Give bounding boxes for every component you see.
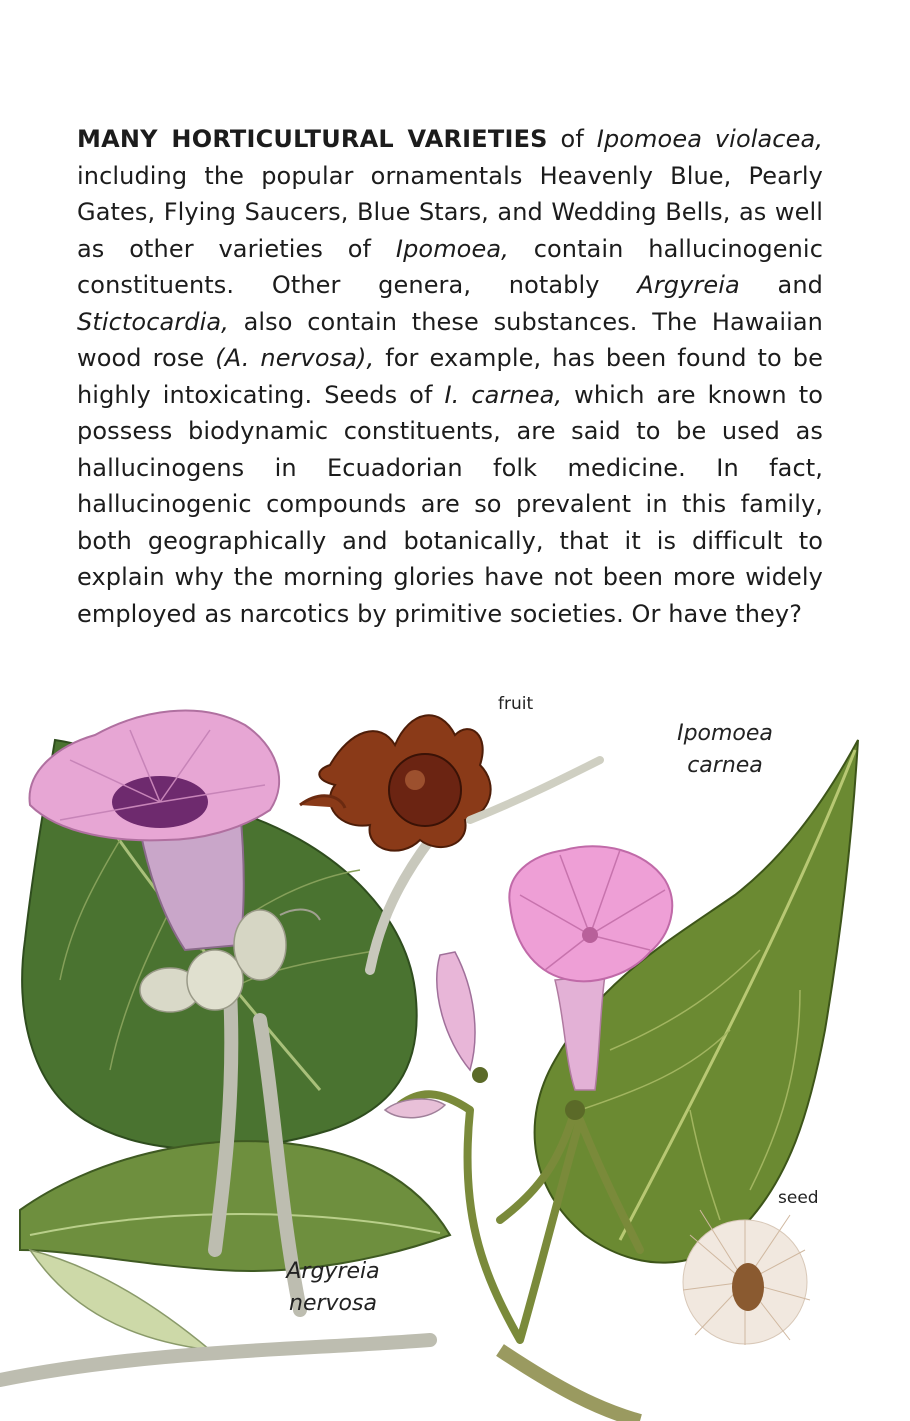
label-fruit: fruit	[498, 694, 534, 714]
text-run: which are known to possess biodynamic constituents, are said to be used as hallucinogens in Ecuadorian folk medicine. In fact, hallucinogenic compounds are so prevalent in this family, both geographically and botanically, that it is difficult to explain why the morning glories have not been more widely employed as narcotics by primitive societies. Or have they?	[77, 380, 823, 628]
label-argyreia-nervosa	[268, 1256, 398, 1320]
botanical-illustration	[0, 690, 910, 1421]
ipomoea-calyx	[565, 1100, 585, 1120]
italic-run: I. carnea,	[444, 380, 563, 409]
fruit-capsule	[300, 715, 491, 850]
label-genus: Argyreia	[286, 1259, 380, 1284]
lead-heading: MANY HORTICULTURAL VARIETIES	[77, 125, 548, 153]
italic-run: Argyreia	[637, 271, 740, 299]
argyreia-leaf-lower	[20, 1141, 450, 1271]
text-run: and	[739, 271, 823, 299]
text-run: also contain these substances. The Hawaiian wood rose	[77, 307, 823, 372]
label-genus: Ipomoea	[677, 721, 773, 746]
italic-run: Ipomoea violacea,	[596, 125, 824, 153]
label-species: carnea	[687, 753, 763, 778]
ipomoea-bud	[437, 952, 475, 1070]
label-seed: seed	[778, 1188, 819, 1208]
label-ipomoea-carnea	[660, 718, 790, 782]
label-species: nervosa	[289, 1291, 377, 1316]
text-run: for example, has been found to be highly intoxicating. Seeds of	[77, 344, 824, 409]
text-run: contain hallucinogenic constituents. Other genera, notably	[77, 234, 823, 299]
italic-run: Ipomoea,	[395, 234, 509, 263]
italic-run: Stictocardia,	[77, 307, 229, 336]
text-run: including the popular ornamentals Heavenly Blue, Pearly Gates, Flying Saucers, Blue Stars, and Wedding Bells, as well as other varieties of	[77, 161, 823, 263]
ipomoea-main-stem	[500, 1350, 640, 1421]
ipomoea-calyx	[472, 1067, 488, 1083]
body-paragraph	[77, 121, 823, 632]
text-run: of	[547, 125, 597, 153]
ipomoea-flower-throat	[582, 927, 598, 943]
ipomoea-bud-small	[385, 1099, 445, 1118]
italic-run: (A. nervosa),	[215, 344, 375, 372]
